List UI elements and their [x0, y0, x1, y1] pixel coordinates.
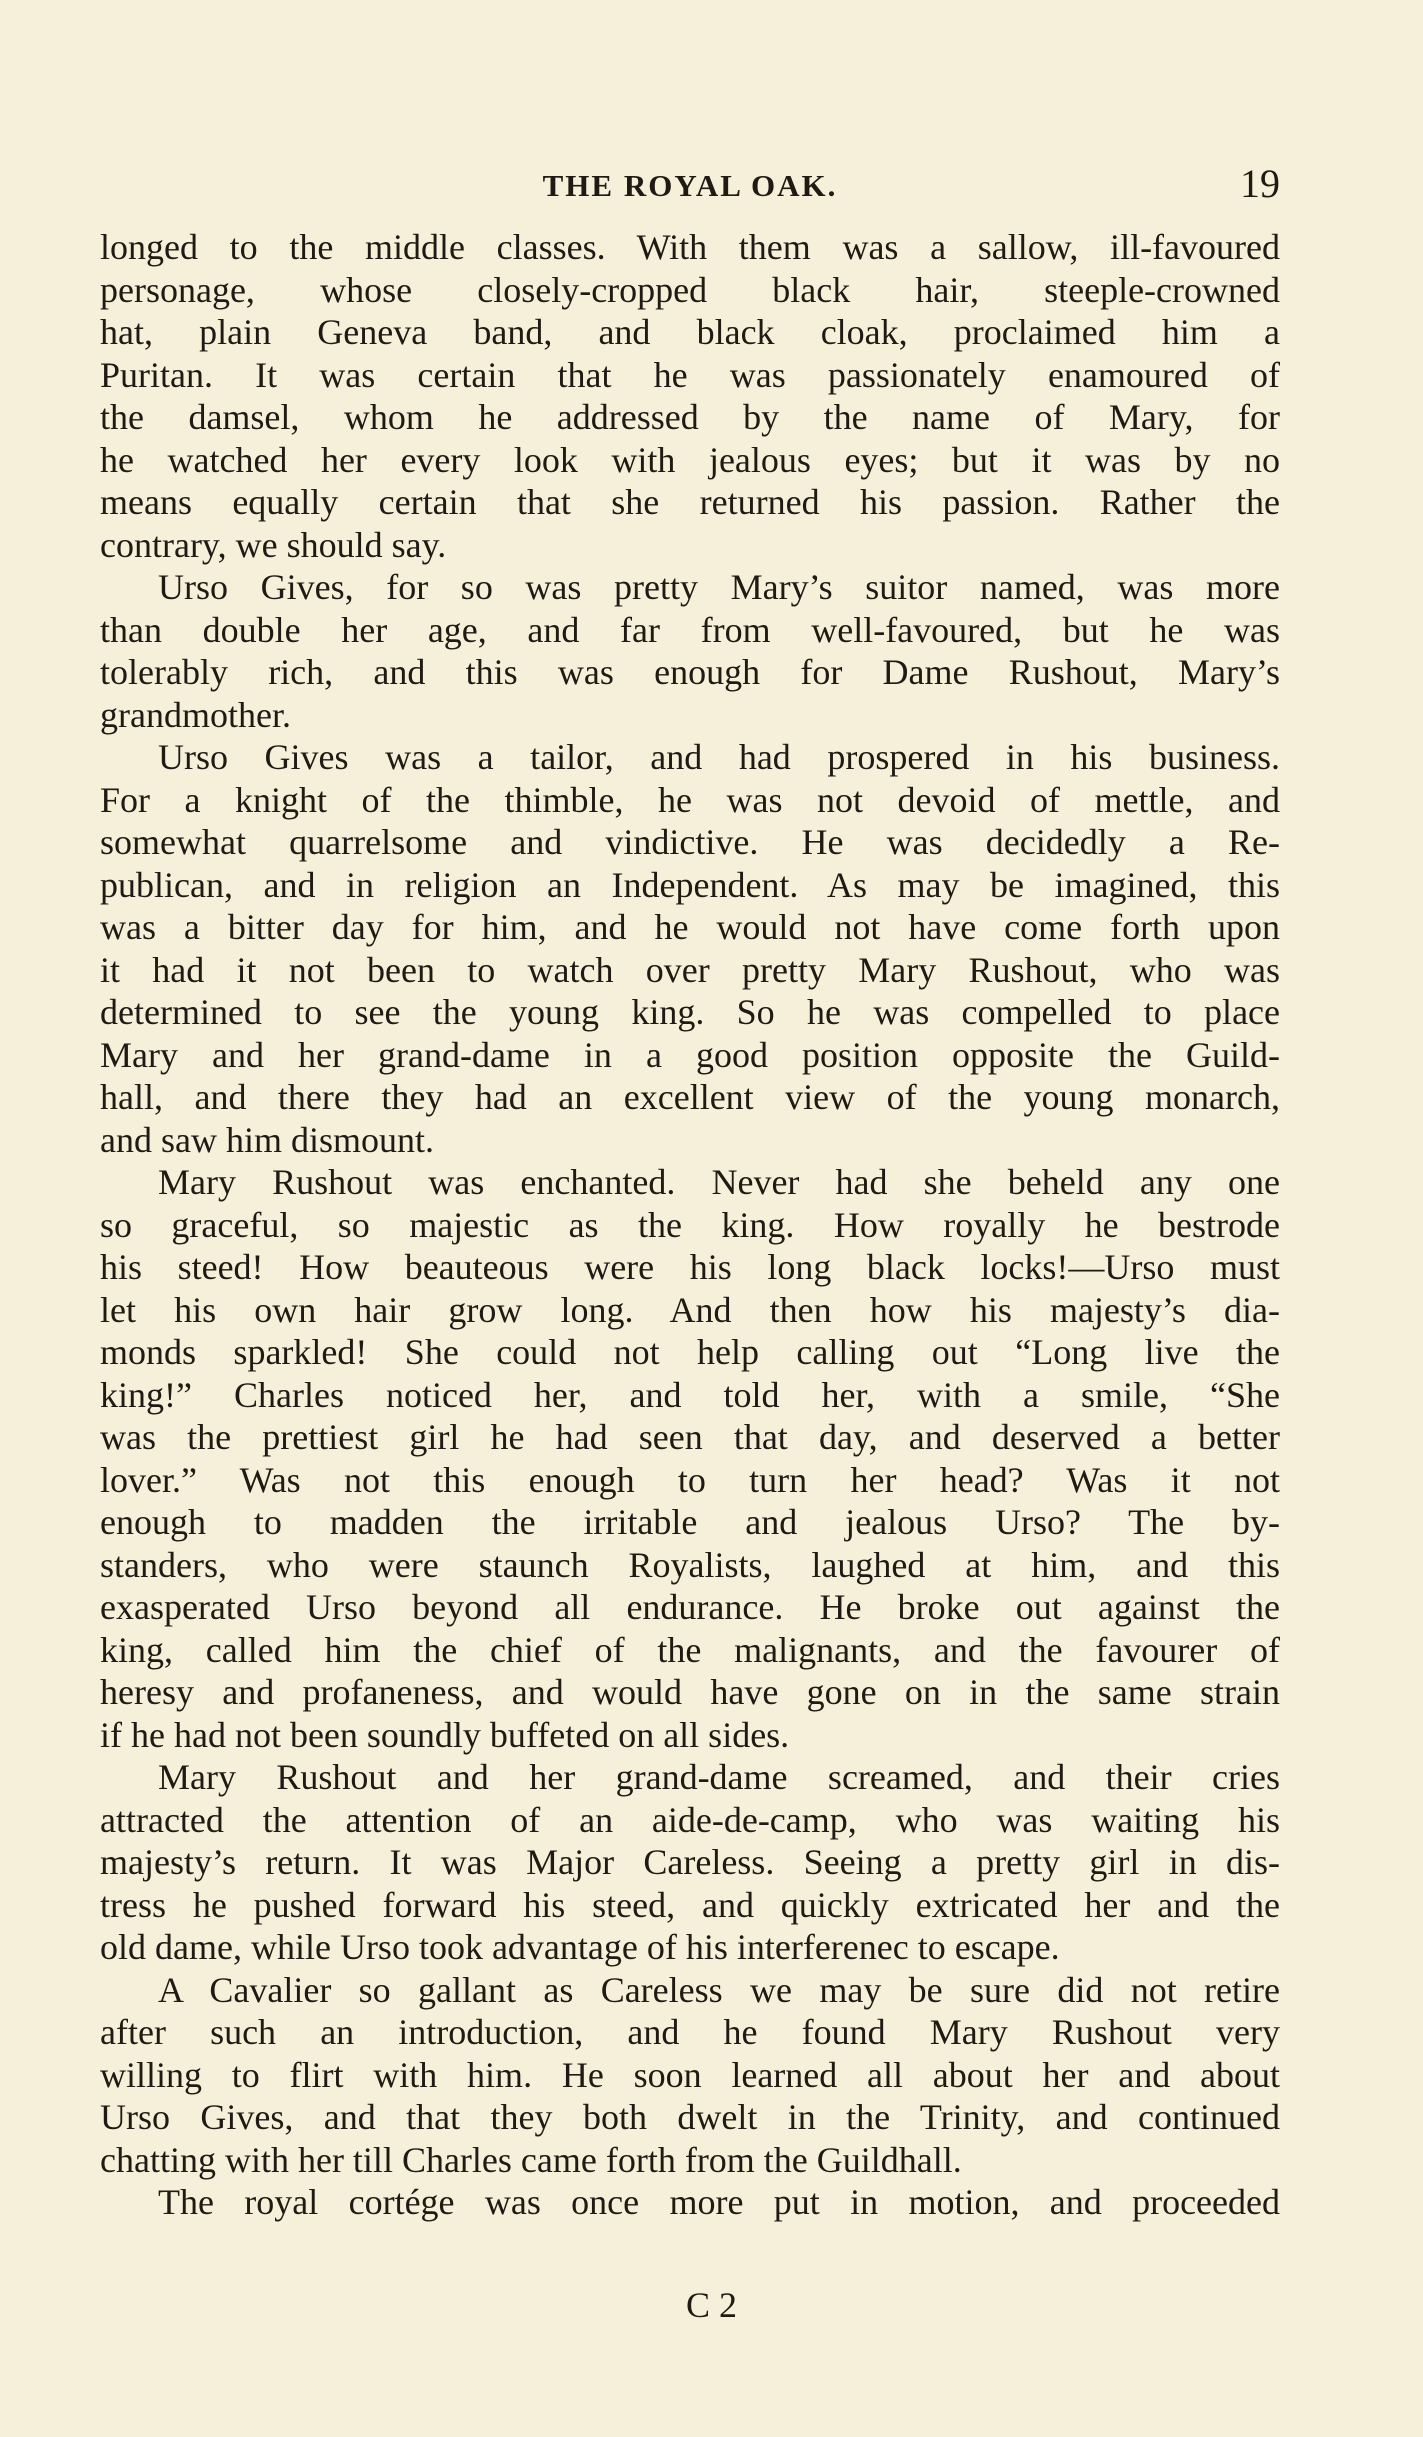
text-line: than double her age, and far from well-favoured, but he was: [100, 609, 1280, 650]
text-line: determined to see the young king. So he was compelled to place: [100, 992, 1280, 1032]
text-line: longed to the middle classes. With them was a sallow, ill-favoured: [100, 227, 1280, 267]
text-line: king!” Charles noticed her, and told her, with a smile, “She: [100, 1374, 1280, 1415]
signature-mark: C 2: [685, 2285, 737, 2325]
text-line: was a bitter day for him, and he would not have come forth upon: [100, 907, 1280, 947]
text-line: tolerably rich, and this was enough for Dame Rushout, Mary’s: [100, 652, 1280, 692]
text-line: so graceful, so majestic as the king. How royally he bestrode: [100, 1204, 1280, 1245]
text-line: personage, whose closely-cropped black hair, steeple-crowned: [100, 269, 1280, 310]
text-line: hall, and there they had an excellent view of the young monarch,: [100, 1077, 1280, 1117]
text-line: Mary and her grand-dame in a good position opposite the Guild-: [100, 1034, 1280, 1075]
text-line: For a knight of the thimble, he was not devoid of mettle, and: [100, 779, 1280, 820]
text-line: Urso Gives, and that they both dwelt in the Trinity, and continued: [100, 2097, 1280, 2137]
text-line: let his own hair grow long. And then how his majesty’s dia-: [100, 1289, 1280, 1330]
text-line: he watched her every look with jealous eyes; but it was by no: [100, 439, 1280, 480]
text-line: old dame, while Urso took advantage of his interferenec to escape.: [100, 1927, 1060, 1967]
text-line: means equally certain that she returned his passion. Rather the: [100, 482, 1280, 522]
text-body: [100, 226, 1280, 2224]
text-line: enough to madden the irritable and jealous Urso? The by-: [100, 1502, 1280, 1542]
page-number: 19: [1240, 161, 1280, 206]
text-line: Urso Gives, for so was pretty Mary’s suitor named, was more: [158, 567, 1280, 607]
text-line: majesty’s return. It was Major Careless. Seeing a pretty girl in dis-: [100, 1842, 1280, 1882]
text-line: tress he pushed forward his steed, and quickly extricated her and the: [100, 1884, 1280, 1925]
text-line: Puritan. It was certain that he was passionately enamoured of: [100, 354, 1280, 395]
text-line: Mary Rushout and her grand-dame screamed, and their cries: [158, 1757, 1280, 1797]
text-line: exasperated Urso beyond all endurance. He broke out against the: [100, 1587, 1280, 1627]
text-line: Mary Rushout was enchanted. Never had she beheld any one: [158, 1162, 1280, 1202]
text-line: his steed! How beauteous were his long black locks!—Urso must: [100, 1247, 1280, 1287]
text-line: king, called him the chief of the malignants, and the favourer of: [100, 1629, 1280, 1670]
text-line: contrary, we should say.: [100, 524, 447, 565]
text-line: chatting with her till Charles came forth from the Guildhall.: [100, 2139, 962, 2180]
text-line: attracted the attention of an aide-de-camp, who was waiting his: [100, 1799, 1280, 1840]
text-line: somewhat quarrelsome and vindictive. He was decidedly a Re-: [100, 822, 1280, 862]
text-line: was the prettiest girl he had seen that day, and deserved a better: [100, 1417, 1280, 1457]
text-line: lover.” Was not this enough to turn her head? Was it not: [100, 1459, 1280, 1500]
text-line: heresy and profaneness, and would have gone on in the same strain: [100, 1672, 1280, 1712]
text-line: grandmother.: [100, 694, 291, 735]
text-line: The royal cortége was once more put in motion, and proceeded: [158, 2182, 1280, 2222]
text-line: it had it not been to watch over pretty Mary Rushout, who was: [100, 949, 1280, 990]
text-line: publican, and in religion an Independent. As may be imagined, this: [100, 864, 1280, 905]
text-line: hat, plain Geneva band, and black cloak, proclaimed him a: [100, 312, 1280, 352]
text-line: standers, who were staunch Royalists, laughed at him, and this: [100, 1544, 1280, 1585]
text-line: A Cavalier so gallant as Careless we may be sure did not retire: [158, 1969, 1280, 2010]
running-title: THE ROYAL OAK.: [542, 168, 838, 203]
text-line: the damsel, whom he addressed by the name of Mary, for: [100, 397, 1280, 437]
text-line: Urso Gives was a tailor, and had prospered in his business.: [158, 737, 1280, 777]
text-line: after such an introduction, and he found Mary Rushout very: [100, 2012, 1280, 2052]
text-line: and saw him dismount.: [100, 1119, 434, 1160]
running-head: [100, 160, 1280, 210]
text-line: willing to flirt with him. He soon learned all about her and about: [100, 2054, 1280, 2095]
text-line: if he had not been soundly buffeted on all sides.: [100, 1714, 790, 1755]
text-line: monds sparkled! She could not help calling out “Long live the: [100, 1332, 1280, 1372]
